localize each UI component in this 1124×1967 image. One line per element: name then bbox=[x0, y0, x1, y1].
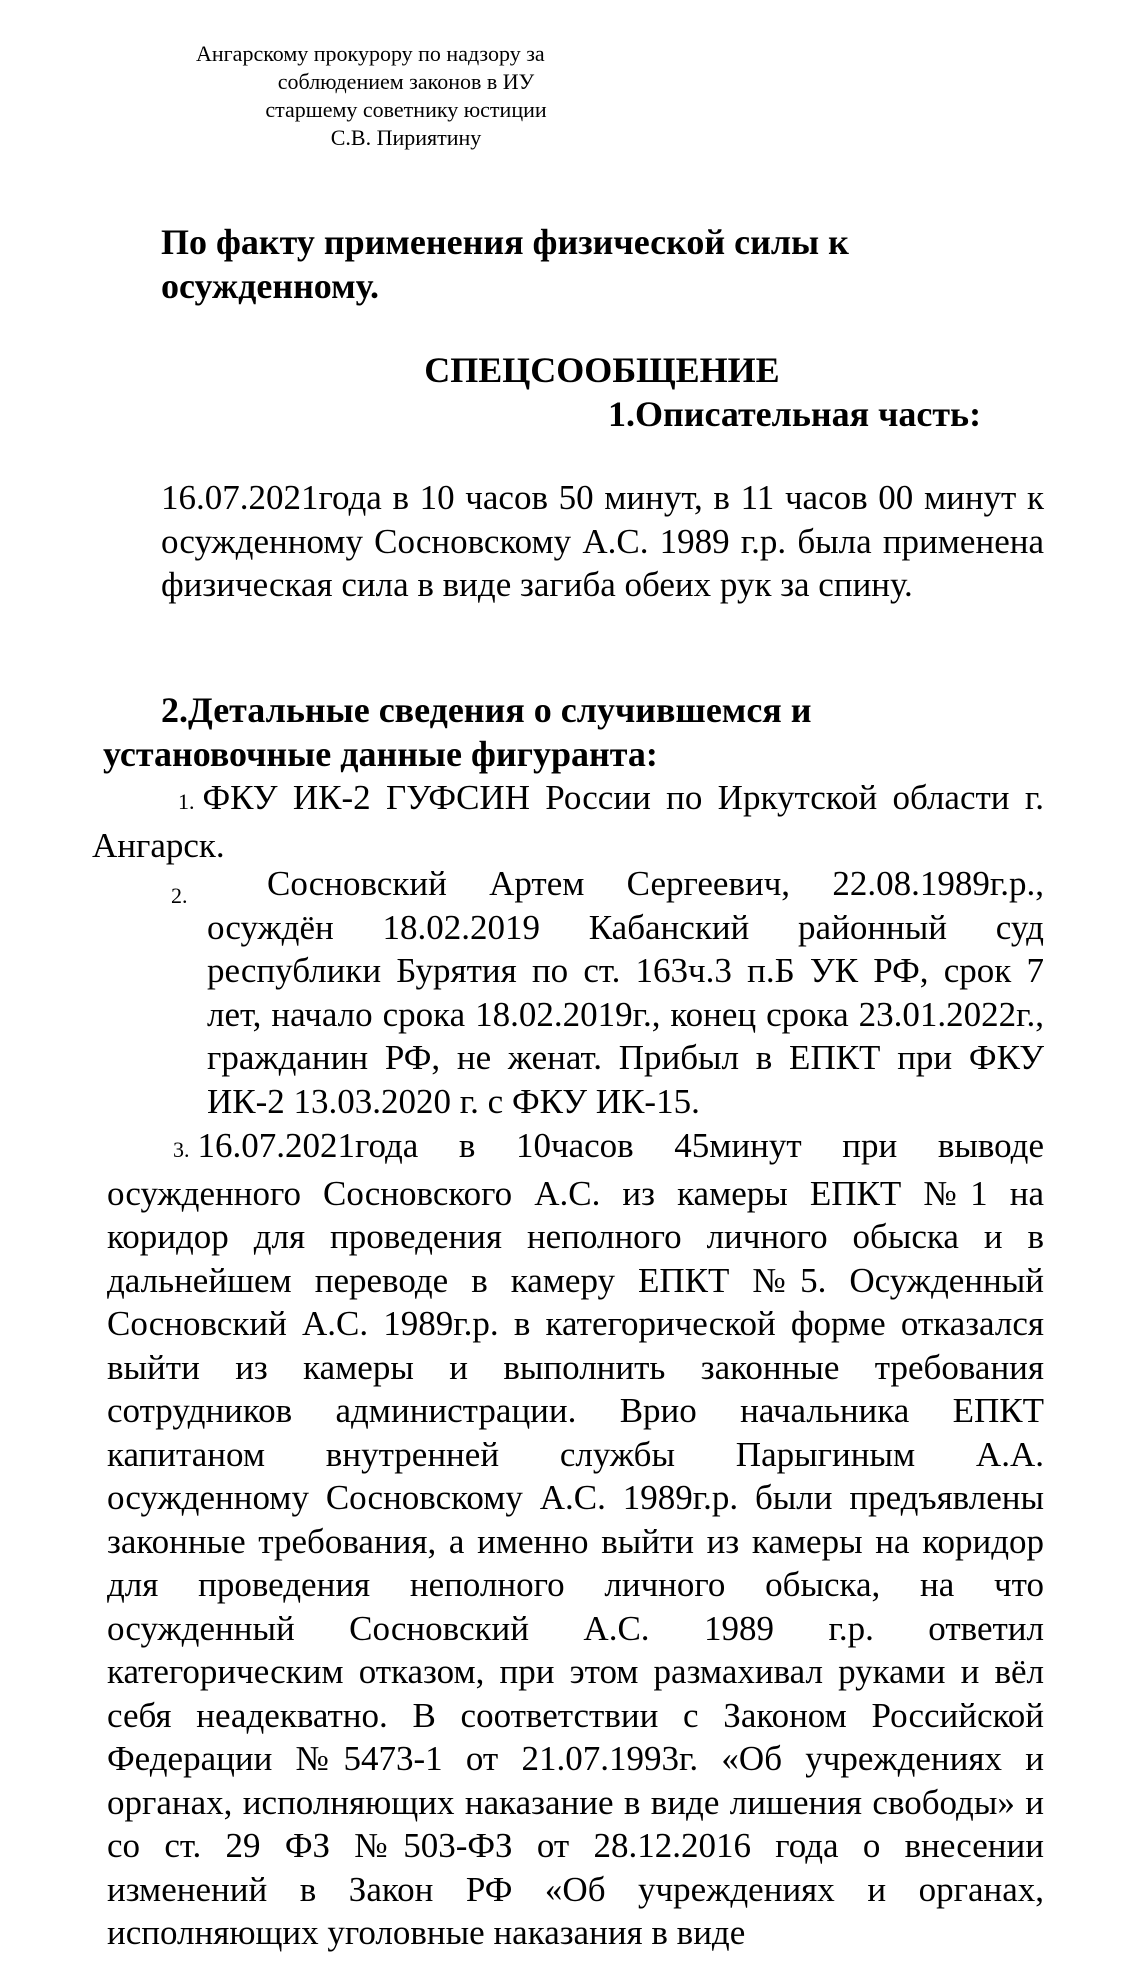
section2-title-line: установочные данные фигуранта: bbox=[103, 734, 658, 774]
list-item bbox=[107, 1124, 1044, 1955]
list-item-text: ФКУ ИК-2 ГУФСИН России по Иркутской области г. Ангарск. bbox=[92, 778, 1044, 865]
list-item-text: Сосновский Артем Сергеевич, 22.08.1989г.р., осуждён 18.02.2019 Кабанский районный суд республики Бурятия по ст. 163ч.3 п.Б УК РФ, срок 7 лет, начало срока 18.02.2019г., конец срока 23.01.2022г., гражданин РФ, не женат. Прибыл в ЕПКТ при ФКУ ИК-2 13.03.2020 г. с ФКУ ИК-15. bbox=[207, 864, 1044, 1121]
list-item-number: 3. bbox=[173, 1137, 190, 1162]
list-item-number: 2. bbox=[171, 883, 188, 908]
addressee-line: соблюдением законов в ИУ bbox=[277, 69, 535, 94]
list-item bbox=[92, 776, 1044, 867]
section1-title: 1.Описательная часть: bbox=[608, 394, 982, 434]
addressee-block bbox=[196, 40, 616, 152]
list-item bbox=[171, 862, 1044, 1123]
section2-title-line: 2.Детальные сведения о случившемся и bbox=[161, 690, 812, 730]
list-item-text: 16.07.2021года в 10часов 45минут при выводе осужденного Сосновского А.С. из камеры ЕПКТ №1 на коридор для проведения неполного личного обыска и в дальнейшем переводе в камеру ЕПКТ №5. Осужденный Сосновский А.С. 1989г.р. в категорической форме отказался выйти из камеры и выполнить законные требования сотрудников администрации. Врио начальника ЕПКТ капитаном внутренней службы Парыгиным А.А. осужденному Сосновскому А.С. 1989г.р. были предъявлены законные требования, а именно выйти из камеры на коридор для проведения неполного личного обыска, на что осужденный Сосновский А.С. 1989 г.р. ответил категорическим отказом, при этом размахивал руками и вёл себя неадекватно. В соответствии с Законом Российской Федерации №5473-1 от 21.07.1993г. «Об учреждениях и органах, исполняющих наказание в виде лишения свободы» и со ст. 29 ФЗ №503-ФЗ от 28.12.2016 года о внесении изменений в Закон РФ «Об учреждениях и органах, исполняющих уголовные наказания в виде bbox=[107, 1126, 1044, 1952]
section1-text: 16.07.2021года в 10 часов 50 минут, в 11 часов 00 минут к осужденному Сосновскому А.С. 1989 г.р. была применена физическая сила в виде загиба обеих рук за спину. bbox=[161, 478, 1044, 604]
document-type-heading: СПЕЦСООБЩЕНИЕ bbox=[424, 350, 780, 390]
document-subject: По факту применения физической силы к осужденному. bbox=[161, 222, 849, 306]
addressee-line: старшему советнику юстиции bbox=[265, 97, 547, 122]
addressee-name: С.В. Пириятину bbox=[330, 125, 482, 150]
list-item-number: 1. bbox=[178, 789, 195, 814]
addressee-line: Ангарскому прокурору по надзору за bbox=[196, 41, 545, 66]
section2-title bbox=[103, 688, 1003, 776]
